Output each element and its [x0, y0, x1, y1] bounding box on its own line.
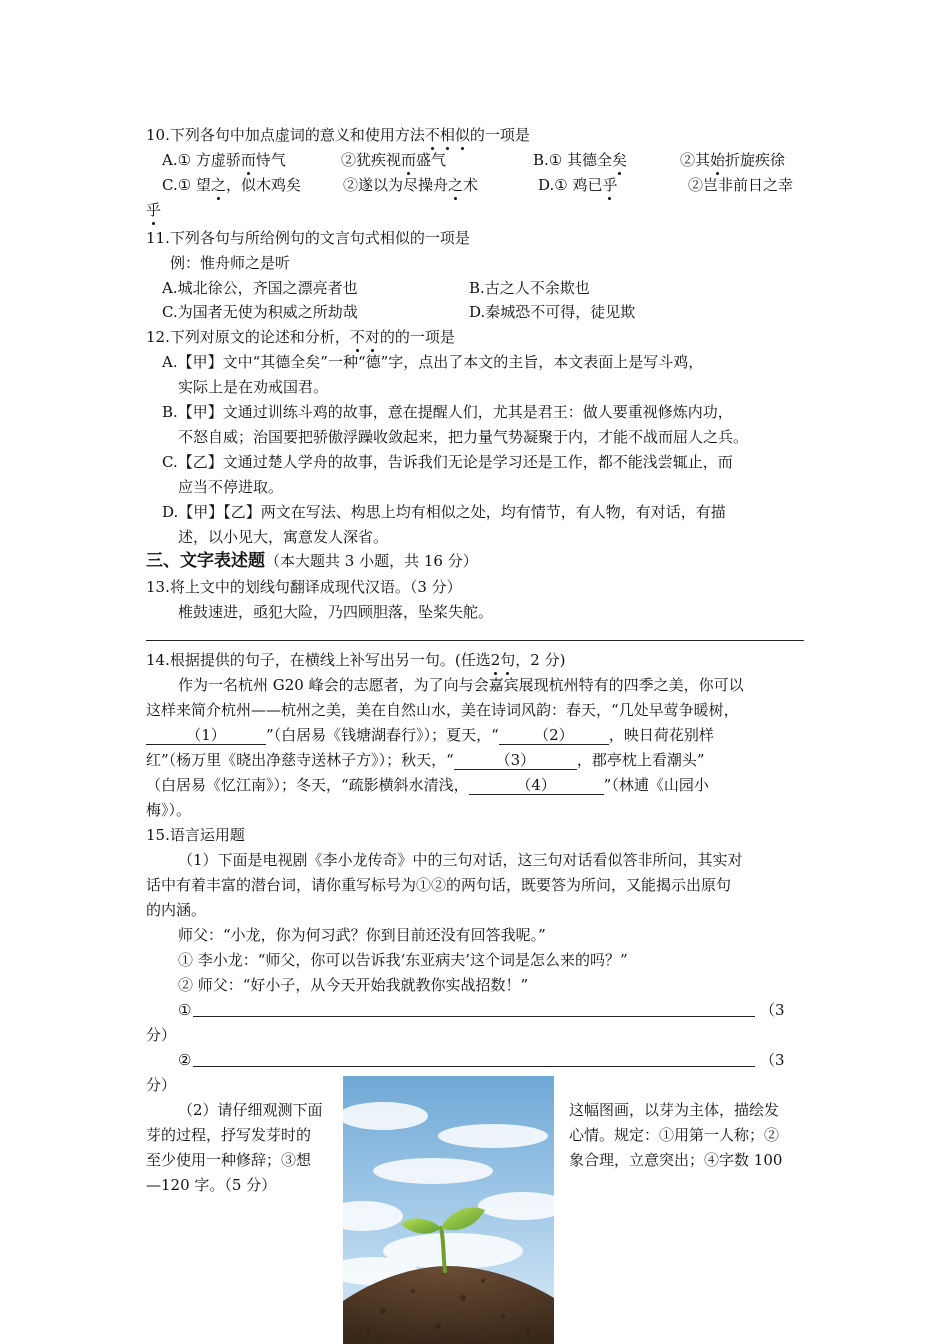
- q15-part2-right-line1: 这幅图画，以芽为主体，描绘发: [569, 1101, 780, 1119]
- q12-option-a-line2: 实际上是在劝戒国君。: [178, 378, 329, 396]
- q12-stem: 12.下列对原文的论述和分析，不对的的一项是: [146, 328, 455, 346]
- q10-option-b2: ②其始折旋疾徐: [680, 151, 786, 169]
- answer-line[interactable]: [146, 640, 804, 641]
- q10-option-b1: B.① 其德全矣: [533, 151, 628, 169]
- q15-part1-line3: 的内涵。: [146, 901, 207, 919]
- q10-stem: 10.下列各句中加点虚词的意义和使用方法不相似的一项是: [146, 126, 530, 144]
- q15-part1-line1: （1）下面是电视剧《李小龙传奇》中的三句对话，这三句对话看似答非所问，其实对: [178, 851, 743, 869]
- q14-para-line5: （白居易《忆江南》）；冬天，“疏影横斜水清浅， （4） ”（林逋《山园小: [146, 776, 709, 794]
- q10-option-d2: ②岂非前日之幸: [688, 176, 794, 194]
- q10-option-a1: A.① 方虚骄而恃气: [162, 151, 286, 169]
- q12-option-b-line1: B.【甲】文通过训练斗鸡的故事，意在提醒人们，尤其是君王：做人要重视修炼内功，: [162, 403, 733, 421]
- q11-option-c: C.为国者无使为积威之所劫哉: [162, 303, 358, 321]
- answer-label-1: ①: [178, 1001, 192, 1019]
- q12-option-c-line2: 应当不停进取。: [178, 478, 284, 496]
- fill-blank-4[interactable]: （4）: [469, 776, 604, 795]
- q12-option-c-line1: C.【乙】文通过楚人学舟的故事，告诉我们无论是学习还是工作，都不能浅尝辄止，而: [162, 453, 733, 471]
- dialogue-bruce-lee: ① 李小龙：“师父，你可以告诉我‘东亚病夫’这个词是怎么来的吗？”: [178, 951, 628, 969]
- q10-option-c1: C.① 望之，似木鸡矣: [162, 176, 301, 194]
- answer-label-2: ②: [178, 1051, 192, 1069]
- q12-option-d-line1: D.【甲】【乙】两文在写法、构思上均有相似之处，均有情节，有人物，有对话，有描: [162, 503, 726, 521]
- emphasis-dot-char: 似: [454, 126, 470, 144]
- q15-part2-right-line2: 心情。规定：①用第一人称；②: [569, 1126, 780, 1144]
- q11-option-a: A.城北徐公，齐国之漂亮者也: [162, 279, 358, 297]
- q11-option-b: B.古之人不余欺也: [469, 279, 590, 297]
- section-heading: 三、文字表述题（本大题共 3 小题，共 16 分）: [146, 551, 478, 571]
- q11-stem: 11.下列各句与所给例句的文言句式相似的一项是: [146, 229, 470, 247]
- answer-score-1: （3: [760, 1001, 785, 1019]
- dialogue-master-reply: ② 师父：“好小子，从今天开始我就教你实战招数！”: [178, 976, 529, 994]
- q13-stem: 13.将上文中的划线句翻译成现代汉语。（3 分）: [146, 578, 462, 596]
- q14-para-line1: 作为一名杭州 G20 峰会的志愿者，为了向与会嘉宾展现杭州特有的四季之美，你可以: [178, 676, 744, 694]
- fill-blank-2[interactable]: （2）: [499, 726, 609, 745]
- answer-line-1[interactable]: [193, 1016, 755, 1017]
- answer-score-1-cont: 分）: [146, 1026, 177, 1044]
- q15-part2-left-line1: （2）请仔细观测下面: [178, 1101, 323, 1119]
- sprout-illustration: [343, 1076, 554, 1344]
- q14-para-line6: 梅》）。: [146, 801, 192, 819]
- q15-part2-left-line4: —120 字。（5 分）: [146, 1176, 277, 1194]
- answer-score-2-cont: 分）: [146, 1076, 177, 1094]
- q15-part2-left-line2: 芽的过程，抒写发芽时的: [146, 1126, 312, 1144]
- q12-option-a-line1: A.【甲】文中“其德全矣”一种“德”字，点出了本文的主旨，本文表面上是写斗鸡，: [162, 353, 704, 371]
- answer-line-2[interactable]: [193, 1066, 755, 1067]
- q10-option-c2: ②遂以为尽操舟之术: [343, 176, 479, 194]
- q14-para-line3: （1） ”（白居易《钱塘湖春行》）；夏天，“ （2） ，映日荷花别样: [146, 725, 714, 745]
- q13-sentence: 椎鼓速进，亟犯大险，乃四顾胆落，坠桨失舵。: [178, 603, 494, 621]
- fill-blank-3[interactable]: （3）: [454, 751, 577, 770]
- q10-option-d1: D.① 鸡已乎: [538, 176, 618, 194]
- q12-option-b-line2: 不怒自威；治国要把骄傲浮躁收敛起来，把力量气势凝聚于内，才能不战而屈人之兵。: [178, 428, 749, 446]
- q14-para-line2: 这样来简介杭州——杭州之美，美在自然山水，美在诗词风韵：春天，“几处早莺争暖树，: [146, 701, 739, 719]
- q15-part1-line2: 话中有着丰富的潜台词，请你重写标号为①②的两句话，既要答为所问，又能揭示出原句: [146, 876, 732, 894]
- fill-blank-1[interactable]: （1）: [146, 726, 266, 745]
- q15-part2-right-line3: 象合理，立意突出；④字数 100: [569, 1151, 783, 1169]
- q11-example: 例：惟舟师之是听: [170, 254, 291, 272]
- emphasis-dot-char: 相: [439, 126, 455, 144]
- q12-option-d-line2: 述，以小见大，寓意发人深省。: [178, 528, 389, 546]
- q15-stem: 15.语言运用题: [146, 826, 245, 844]
- q10-option-a2: ②犹疾视而盛气: [341, 151, 447, 169]
- q15-part2-left-line3: 至少使用一种修辞；③想: [146, 1151, 312, 1169]
- dialogue-master: 师父：“小龙，你为何习武？你到目前还没有回答我呢。”: [178, 926, 546, 944]
- q14-para-line4: 红”（杨万里《晓出净慈寺送林子方》）；秋天，“ （3） ，郡亭枕上看潮头”: [146, 751, 705, 769]
- emphasis-dot-char: 不: [424, 126, 440, 144]
- q14-stem: 14.根据提供的句子，在横线上补写出另一句。(任选2句，2 分): [146, 651, 566, 669]
- q11-option-d: D.秦城恐不可得，徒见欺: [469, 303, 636, 321]
- q10-option-d2-cont: 乎: [146, 201, 162, 219]
- answer-score-2: （3: [760, 1051, 785, 1069]
